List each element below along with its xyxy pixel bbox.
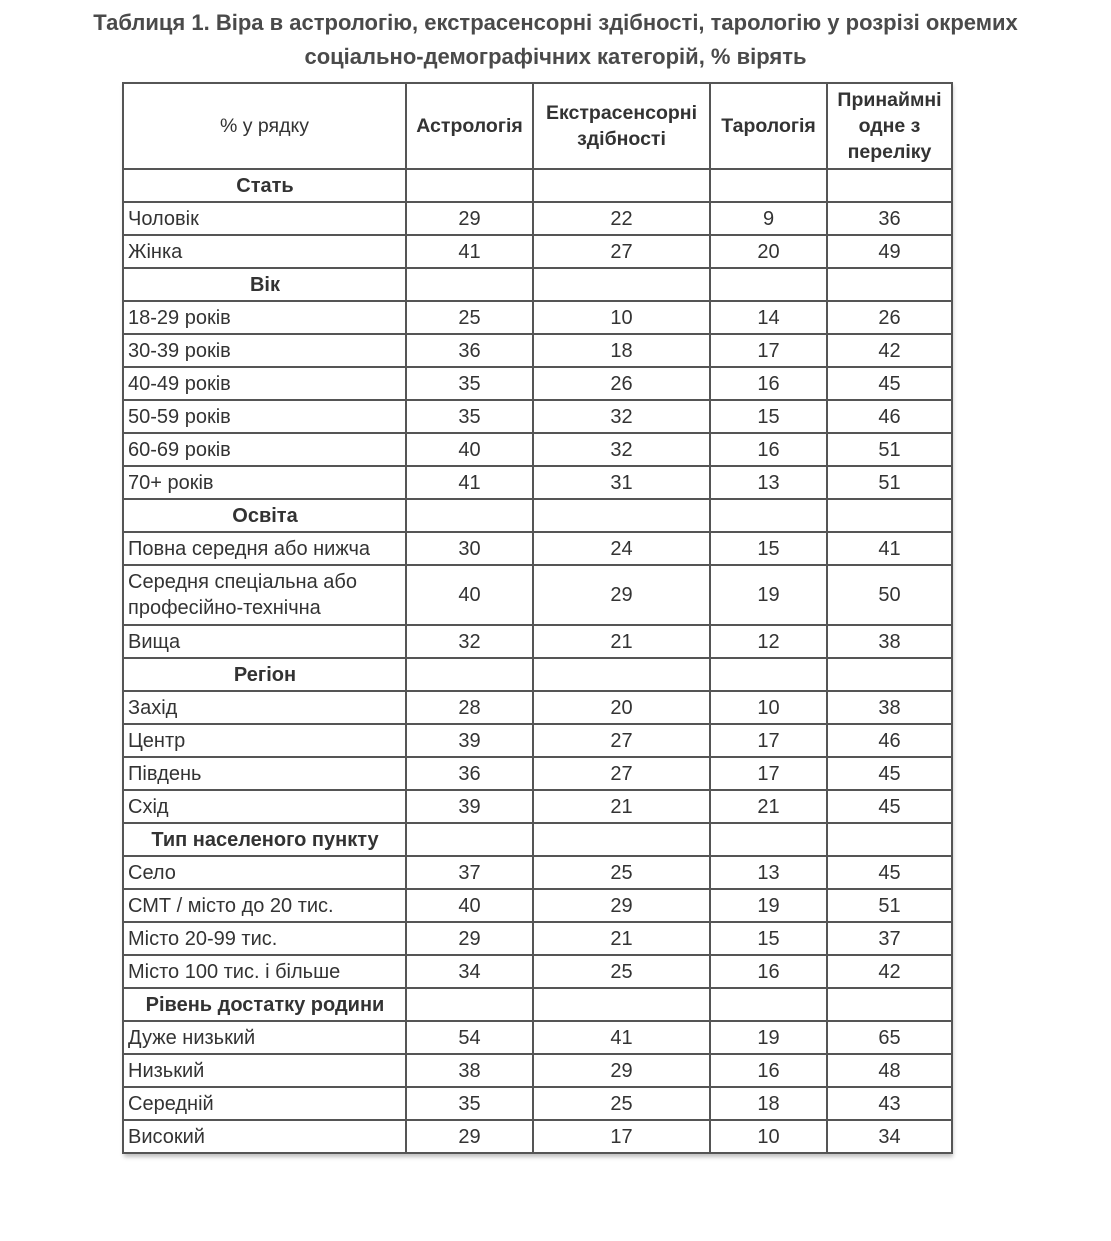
cell-tarology: 15	[710, 400, 827, 433]
cell-at-least-one	[827, 658, 952, 691]
cell-at-least-one: 43	[827, 1087, 952, 1120]
table-row	[123, 625, 952, 658]
table-row	[123, 1021, 952, 1054]
cell-extrasensory: 41	[533, 1021, 710, 1054]
cell-tarology: 17	[710, 334, 827, 367]
cell-astrology: 54	[406, 1021, 533, 1054]
cell-astrology	[406, 268, 533, 301]
table-title-line-2: соціально-демографічних категорій, % вірять	[304, 44, 807, 69]
row-label: Вища	[123, 625, 406, 658]
cell-astrology: 40	[406, 889, 533, 922]
row-label: Повна середня або нижча	[123, 532, 406, 565]
cell-tarology: 17	[710, 757, 827, 790]
cell-tarology	[710, 988, 827, 1021]
row-label: 70+ років	[123, 466, 406, 499]
cell-tarology: 20	[710, 235, 827, 268]
cell-astrology: 35	[406, 1087, 533, 1120]
row-label: 60-69 років	[123, 433, 406, 466]
table-row	[123, 235, 952, 268]
cell-at-least-one: 46	[827, 400, 952, 433]
cell-astrology: 25	[406, 301, 533, 334]
category-label: Стать	[123, 169, 406, 202]
cell-astrology: 32	[406, 625, 533, 658]
cell-tarology: 15	[710, 922, 827, 955]
row-label: Захід	[123, 691, 406, 724]
table-row	[123, 757, 952, 790]
cell-astrology: 38	[406, 1054, 533, 1087]
row-label: Південь	[123, 757, 406, 790]
header-row	[123, 83, 952, 169]
cell-at-least-one: 41	[827, 532, 952, 565]
cell-tarology: 14	[710, 301, 827, 334]
cell-at-least-one: 65	[827, 1021, 952, 1054]
cell-at-least-one: 50	[827, 565, 952, 625]
cell-extrasensory: 29	[533, 889, 710, 922]
cell-extrasensory: 29	[533, 565, 710, 625]
cell-astrology: 34	[406, 955, 533, 988]
table-row	[123, 691, 952, 724]
cell-astrology: 29	[406, 922, 533, 955]
cell-astrology: 28	[406, 691, 533, 724]
cell-at-least-one: 48	[827, 1054, 952, 1087]
table-row	[123, 301, 952, 334]
survey-table	[122, 82, 953, 1154]
row-label: Центр	[123, 724, 406, 757]
cell-extrasensory: 32	[533, 433, 710, 466]
cell-tarology: 16	[710, 433, 827, 466]
header-tarology: Тарологія	[710, 83, 827, 169]
cell-astrology	[406, 169, 533, 202]
cell-tarology: 15	[710, 532, 827, 565]
table-row	[123, 532, 952, 565]
header-row-label: % у рядку	[123, 83, 406, 169]
cell-tarology: 10	[710, 691, 827, 724]
cell-at-least-one: 34	[827, 1120, 952, 1153]
table-container	[122, 82, 951, 1154]
header-extrasensory: Екстрасенсорні здібності	[533, 83, 710, 169]
table-row	[123, 334, 952, 367]
cell-at-least-one: 38	[827, 691, 952, 724]
cell-extrasensory: 17	[533, 1120, 710, 1153]
cell-at-least-one	[827, 268, 952, 301]
table-row	[123, 790, 952, 823]
category-row	[123, 823, 952, 856]
row-label: Місто 100 тис. і більше	[123, 955, 406, 988]
cell-at-least-one: 37	[827, 922, 952, 955]
cell-at-least-one: 42	[827, 334, 952, 367]
cell-tarology: 13	[710, 856, 827, 889]
cell-extrasensory: 25	[533, 1087, 710, 1120]
cell-astrology: 41	[406, 235, 533, 268]
cell-extrasensory: 27	[533, 724, 710, 757]
category-label: Освіта	[123, 499, 406, 532]
header-astrology: Астрологія	[406, 83, 533, 169]
cell-astrology	[406, 823, 533, 856]
category-row	[123, 499, 952, 532]
table-title-line-1: Таблиця 1. Віра в астрологію, екстрасенсорні здібності, тарологію у розрізі окремих	[93, 10, 1018, 35]
cell-extrasensory: 25	[533, 856, 710, 889]
cell-tarology	[710, 169, 827, 202]
table-row	[123, 955, 952, 988]
cell-extrasensory	[533, 499, 710, 532]
cell-extrasensory: 25	[533, 955, 710, 988]
table-row	[123, 433, 952, 466]
cell-at-least-one: 49	[827, 235, 952, 268]
cell-at-least-one	[827, 169, 952, 202]
table-row	[123, 922, 952, 955]
row-label: Чоловік	[123, 202, 406, 235]
row-label: 40-49 років	[123, 367, 406, 400]
table-row	[123, 1087, 952, 1120]
cell-astrology: 36	[406, 757, 533, 790]
cell-tarology	[710, 658, 827, 691]
table-row	[123, 889, 952, 922]
cell-tarology: 21	[710, 790, 827, 823]
table-row	[123, 1054, 952, 1087]
category-row	[123, 988, 952, 1021]
cell-tarology: 19	[710, 889, 827, 922]
row-label: Село	[123, 856, 406, 889]
row-label: 30-39 років	[123, 334, 406, 367]
cell-at-least-one: 51	[827, 466, 952, 499]
row-label: Дуже низький	[123, 1021, 406, 1054]
category-label: Регіон	[123, 658, 406, 691]
cell-extrasensory: 21	[533, 625, 710, 658]
cell-tarology: 19	[710, 1021, 827, 1054]
cell-extrasensory: 32	[533, 400, 710, 433]
category-row	[123, 268, 952, 301]
cell-astrology: 29	[406, 1120, 533, 1153]
cell-extrasensory: 21	[533, 790, 710, 823]
cell-astrology: 39	[406, 724, 533, 757]
cell-tarology: 18	[710, 1087, 827, 1120]
cell-astrology: 41	[406, 466, 533, 499]
table-row	[123, 466, 952, 499]
row-label: СМТ / місто до 20 тис.	[123, 889, 406, 922]
cell-astrology: 37	[406, 856, 533, 889]
cell-at-least-one: 45	[827, 757, 952, 790]
cell-tarology: 16	[710, 367, 827, 400]
cell-extrasensory: 21	[533, 922, 710, 955]
cell-extrasensory	[533, 658, 710, 691]
category-label: Вік	[123, 268, 406, 301]
cell-extrasensory: 29	[533, 1054, 710, 1087]
cell-at-least-one: 42	[827, 955, 952, 988]
cell-tarology: 16	[710, 1054, 827, 1087]
cell-at-least-one: 51	[827, 889, 952, 922]
cell-extrasensory	[533, 169, 710, 202]
table-row	[123, 202, 952, 235]
row-label: Низький	[123, 1054, 406, 1087]
cell-astrology	[406, 988, 533, 1021]
cell-at-least-one: 51	[827, 433, 952, 466]
cell-at-least-one: 45	[827, 856, 952, 889]
cell-at-least-one: 46	[827, 724, 952, 757]
cell-tarology: 13	[710, 466, 827, 499]
cell-tarology	[710, 823, 827, 856]
table-row	[123, 400, 952, 433]
cell-astrology	[406, 658, 533, 691]
row-label: Високий	[123, 1120, 406, 1153]
cell-at-least-one	[827, 988, 952, 1021]
cell-astrology: 30	[406, 532, 533, 565]
table-row	[123, 724, 952, 757]
cell-astrology: 35	[406, 400, 533, 433]
cell-at-least-one: 38	[827, 625, 952, 658]
cell-extrasensory: 20	[533, 691, 710, 724]
cell-tarology: 10	[710, 1120, 827, 1153]
cell-at-least-one: 36	[827, 202, 952, 235]
row-label: Схід	[123, 790, 406, 823]
cell-extrasensory	[533, 823, 710, 856]
cell-extrasensory: 10	[533, 301, 710, 334]
header-at-least-one: Принаймні одне з переліку	[827, 83, 952, 169]
row-label: Середній	[123, 1087, 406, 1120]
cell-tarology: 17	[710, 724, 827, 757]
table-row	[123, 367, 952, 400]
table-title	[0, 0, 1111, 74]
category-label: Тип населеного пункту	[123, 823, 406, 856]
cell-at-least-one	[827, 823, 952, 856]
cell-extrasensory	[533, 988, 710, 1021]
cell-at-least-one: 45	[827, 367, 952, 400]
cell-astrology: 40	[406, 565, 533, 625]
category-row	[123, 658, 952, 691]
cell-extrasensory	[533, 268, 710, 301]
cell-tarology	[710, 268, 827, 301]
row-label: 18-29 років	[123, 301, 406, 334]
cell-extrasensory: 27	[533, 757, 710, 790]
cell-at-least-one: 45	[827, 790, 952, 823]
cell-astrology: 29	[406, 202, 533, 235]
cell-extrasensory: 31	[533, 466, 710, 499]
table-body	[123, 169, 952, 1153]
table-row	[123, 856, 952, 889]
cell-astrology: 40	[406, 433, 533, 466]
row-label: Місто 20-99 тис.	[123, 922, 406, 955]
category-row	[123, 169, 952, 202]
cell-extrasensory: 27	[533, 235, 710, 268]
row-label: 50-59 років	[123, 400, 406, 433]
cell-extrasensory: 22	[533, 202, 710, 235]
cell-astrology: 35	[406, 367, 533, 400]
category-label: Рівень достатку родини	[123, 988, 406, 1021]
cell-astrology: 36	[406, 334, 533, 367]
row-label: Середня спеціальна або професійно-технічна	[123, 565, 406, 625]
cell-tarology: 9	[710, 202, 827, 235]
cell-tarology: 12	[710, 625, 827, 658]
cell-tarology: 16	[710, 955, 827, 988]
cell-tarology: 19	[710, 565, 827, 625]
cell-astrology: 39	[406, 790, 533, 823]
cell-extrasensory: 18	[533, 334, 710, 367]
cell-extrasensory: 24	[533, 532, 710, 565]
cell-extrasensory: 26	[533, 367, 710, 400]
cell-at-least-one: 26	[827, 301, 952, 334]
table-row	[123, 565, 952, 625]
cell-tarology	[710, 499, 827, 532]
cell-at-least-one	[827, 499, 952, 532]
cell-astrology	[406, 499, 533, 532]
table-row	[123, 1120, 952, 1153]
row-label: Жінка	[123, 235, 406, 268]
